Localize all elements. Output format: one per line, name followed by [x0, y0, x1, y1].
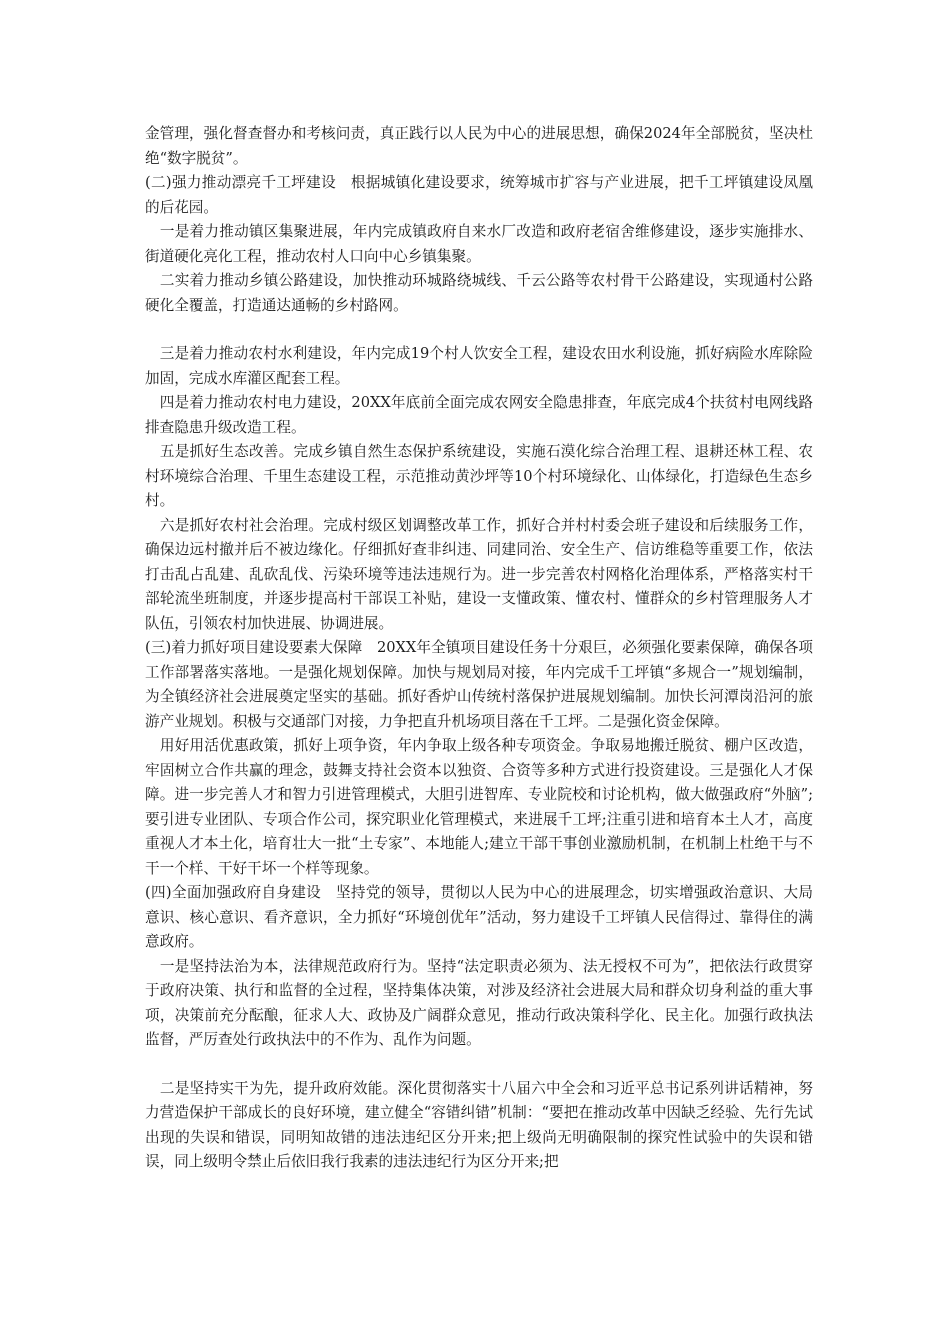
paragraph-rule-of-law: 一是坚持法治为本，法律规范政府行为。坚持“法定职责必须为、法无授权不可为”，把依法行政贯穿于政府决策、执行和监督的全过程，坚持集体决策，对涉及经济社会进展大局和群众切身利益的重大事项，决策前充分酝酿，征求人大、政协及广阔群众意见，推动行政决策科学化、民主化。加强行政执法监督，严厉查处行政执法中的不作为、乱作为问题。 — [145, 957, 813, 1048]
paragraph-funding-talent: 用好用活优惠政策，抓好上项争资，年内争取上级各种专项资金。争取易地搬迁脱贫、棚户区改造，牢固树立合作共赢的理念，鼓舞支持社会资本以独资、合资等多种方式进行投资建设。三是强化人才保障。进一步完善人才和智力引进管理模式，大胆引进智库、专业院校和讨论机构，做大做强政府“外脑”;要引进专业团队、专项合作公司，探究职业化管理模式，来进展千工坪;注重引进和培育本土人才，高度重视人才本土化，培育壮大一批“土专家”、本地能人;建立干部干事创业激励机制，在机制上杜绝干与不干一个样、干好干坏一个样等现象。 — [145, 737, 813, 877]
section-heading-three: (三)着力抓好项目建设要素大保障 20XX年全镇项目建设任务十分艰巨，必须强化要素保障，确保各项工作部署落实落地。一是强化规划保障。加快与规划局对接，年内完成千工坪镇“多规合一”规划编制，为全镇经济社会进展奠定坚实的基础。抓好香炉山传统村落保护进展规划编制。加快长河潭岗沿河的旅游产业规划。积极与交通部门对接，力争把直升机场项目落在千工坪。二是强化资金保障。 — [145, 639, 813, 730]
blank-line — [145, 1053, 813, 1077]
paragraph-town-area: 一是着力推动镇区集聚进展，年内完成镇政府自来水厂改造和政府老宿舍维修建设，逐步实施排水、街道硬化亮化工程，推动农村人口向中心乡镇集聚。 — [145, 223, 813, 265]
paragraph-efficiency: 二是坚持实干为先，提升政府效能。深化贯彻落实十八届六中全会和习近平总书记系列讲话精神，努力营造保护干部成长的良好环境，建立健全“容错纠错”机制：“要把在推动改革中因缺乏经验、先行先试出现的失误和错误，同明知故错的违法违纪区分开来;把上级尚无明确限制的探究性试验中的失误和错误，同上级明令禁止后依旧我行我素的违法违纪行为区分开来;把 — [145, 1079, 813, 1170]
document-body — [145, 122, 813, 1175]
section-heading-four: (四)全面加强政府自身建设 坚持党的领导，贯彻以人民为中心的进展理念，切实增强政治意识、大局意识、核心意识、看齐意识，全力抓好“环境创优年”活动，努力建设千工坪镇人民信得过、靠得住的满意政府。 — [145, 884, 813, 950]
paragraph-power-grid: 四是着力推动农村电力建设，20XX年底前全面完成农网安全隐患排查，年底完成4个扶贫村电网线路排查隐患升级改造工程。 — [145, 394, 813, 436]
paragraph-road-building: 二实着力推动乡镇公路建设，加快推动环城路绕城线、千云公路等农村骨干公路建设，实现通村公路硬化全覆盖，打造通达通畅的乡村路网。 — [145, 272, 813, 314]
section-heading-two: (二)强力推动漂亮千工坪建设 根据城镇化建设要求，统筹城市扩容与产业进展，把千工坪镇建设凤凰的后花园。 — [145, 174, 813, 216]
paragraph-social-governance: 六是抓好农村社会治理。完成村级区划调整改革工作，抓好合并村村委会班子建设和后续服务工作，确保边远村撤并后不被边缘化。仔细抓好查非纠违、同建同治、安全生产、信访维稳等重要工作，依法打击乱占乱建、乱砍乱伐、污染环境等违法违规行为。进一步完善农村网格化治理体系，严格落实村干部轮流坐班制度，并逐步提高村干部误工补贴，建设一支懂政策、懂农村、懂群众的乡村管理服务人才队伍，引领农村加快进展、协调进展。 — [145, 516, 813, 632]
blank-line — [145, 318, 813, 342]
paragraph-poverty-tail: 金管理，强化督查督办和考核问责，真正践行以人民为中心的进展思想，确保2024年全部脱贫，坚决杜绝“数字脱贫”。 — [145, 125, 813, 167]
paragraph-ecology: 五是抓好生态改善。完成乡镇自然生态保护系统建设，实施石漠化综合治理工程、退耕还林工程、农村环境综合治理、千里生态建设工程，示范推动黄沙坪等10个村环境绿化、山体绿化，打造绿色生态乡村。 — [145, 443, 813, 509]
paragraph-water-conservancy: 三是着力推动农村水利建设，年内完成19个村人饮安全工程，建设农田水利设施，抓好病险水库除险加固，完成水库灌区配套工程。 — [145, 345, 813, 387]
